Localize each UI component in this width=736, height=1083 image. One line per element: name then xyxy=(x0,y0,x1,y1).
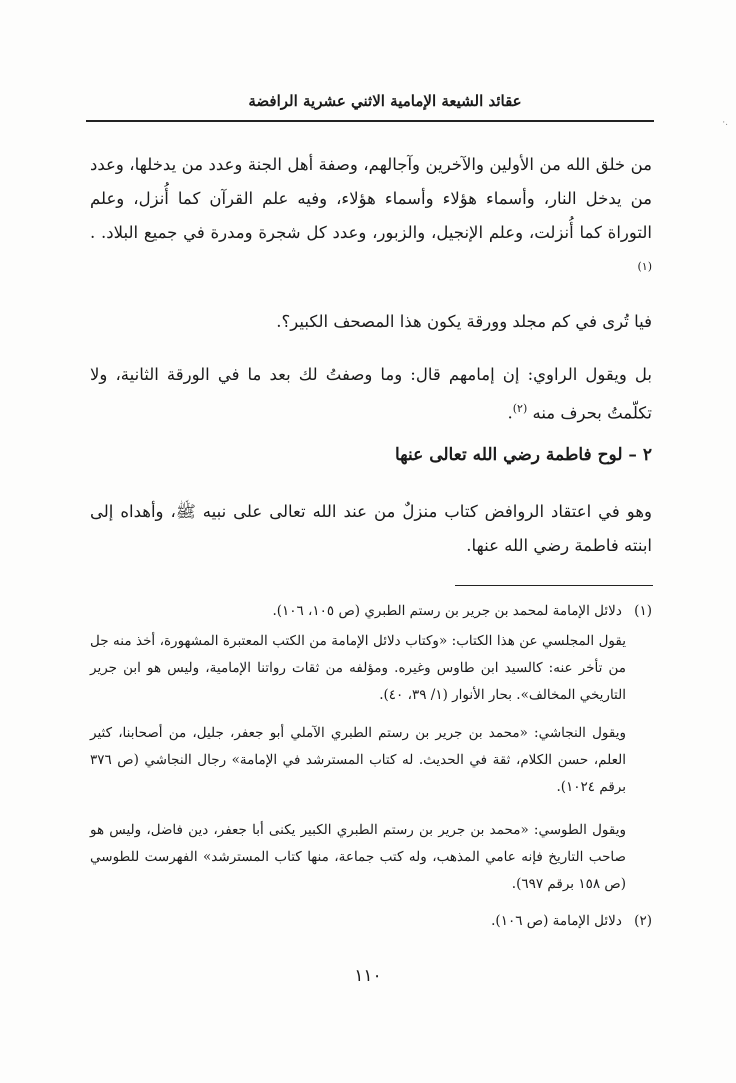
footnote-2 xyxy=(90,908,652,935)
footnote-ref-1[interactable]: (١) xyxy=(637,260,652,273)
footnote-1-majlisi: يقول المجلسي عن هذا الكتاب: «وكتاب دلائل الإمامة من الكتب المعتبرة المشهورة، أخذ منه جل من تأخر عنه: كالسيد ابن طاوس وغيره. ومؤلفه من ثقات رواتنا الإمامية، وليس هو ابن جرير التاريخي المخالف». بحار الأنوار (١/ ٣٩، ٤٠). xyxy=(90,633,626,703)
footnote-1-tusi: ويقول الطوسي: «محمد بن جرير بن رستم الطبري الكبير يكنى أبا جعفر، دين فاضل، وليس هو صاحب التاريخ فإنه عامي المذهب، وله كتب جماعة، منها كتاب المسترشد» الفهرست للطوسي (ص ١٥٨ برقم ٦٩٧). xyxy=(90,822,626,892)
paragraph-text: بل ويقول الراوي: إن إمامهم قال: وما وصفتُ لك بعد ما في الورقة الثانية، ولا تكلّمتُ بحرف منه xyxy=(90,365,652,423)
header-rule xyxy=(86,120,654,122)
paragraph-text: من خلق الله من الأولين والآخرين وآجالهم، وصفة أهل الجنة وعدد من يدخلها، وعدد من يدخل النار، وأسماء هؤلاء وأسماء هؤلاء، وفيه علم القرآن كما أُنزل، وعلم التوراة كما أُنزلت، وعلم الإنجيل، والزبور، وعدد كل شجرة ومدرة في جميع البلاد. . xyxy=(90,155,652,242)
body-paragraph-1 xyxy=(90,148,652,289)
footnote-separator xyxy=(455,585,653,586)
footnote-1-najashi: ويقول النجاشي: «محمد بن جرير بن رستم الطبري الآملي أبو جعفر، جليل، من أصحابنا، كثير العلم، حسن الكلام، ثقة في الحديث. له كتاب المسترشد في الإمامة» رجال النجاشي (ص ٣٧٦ برقم ١٠٢٤). xyxy=(90,725,626,795)
body-paragraph-4: وهو في اعتقاد الروافض كتاب منزلٌ من عند الله تعالى على نبيه ﷺ، وأهداه إلى ابنته فاطمة رضي الله عنها. xyxy=(90,502,652,555)
footnote-text: دلائل الإمامة (ص ١٠٦). xyxy=(491,913,622,929)
paragraph-end: . xyxy=(507,403,513,423)
footnote-number: (٢) xyxy=(634,913,652,929)
footnote-1 xyxy=(90,598,652,625)
page-number: ١١٠ xyxy=(354,966,382,986)
footnote-number: (١) xyxy=(634,603,652,619)
footnote-text: دلائل الإمامة لمحمد بن جرير بن رستم الطبري (ص ١٠٥، ١٠٦). xyxy=(272,603,622,619)
running-header: عقائد الشيعة الإمامية الاثني عشرية الرافضة xyxy=(248,92,522,110)
section-heading: ٢ – لوح فاطمة رضي الله تعالى عنها xyxy=(395,445,652,465)
body-paragraph-3 xyxy=(90,358,652,431)
scan-mark: ·. xyxy=(722,118,728,128)
footnote-ref-2[interactable]: (٢) xyxy=(512,402,528,415)
body-paragraph-2: فيا تُرى في كم مجلد وورقة يكون هذا المصحف الكبير؟. xyxy=(276,312,652,331)
